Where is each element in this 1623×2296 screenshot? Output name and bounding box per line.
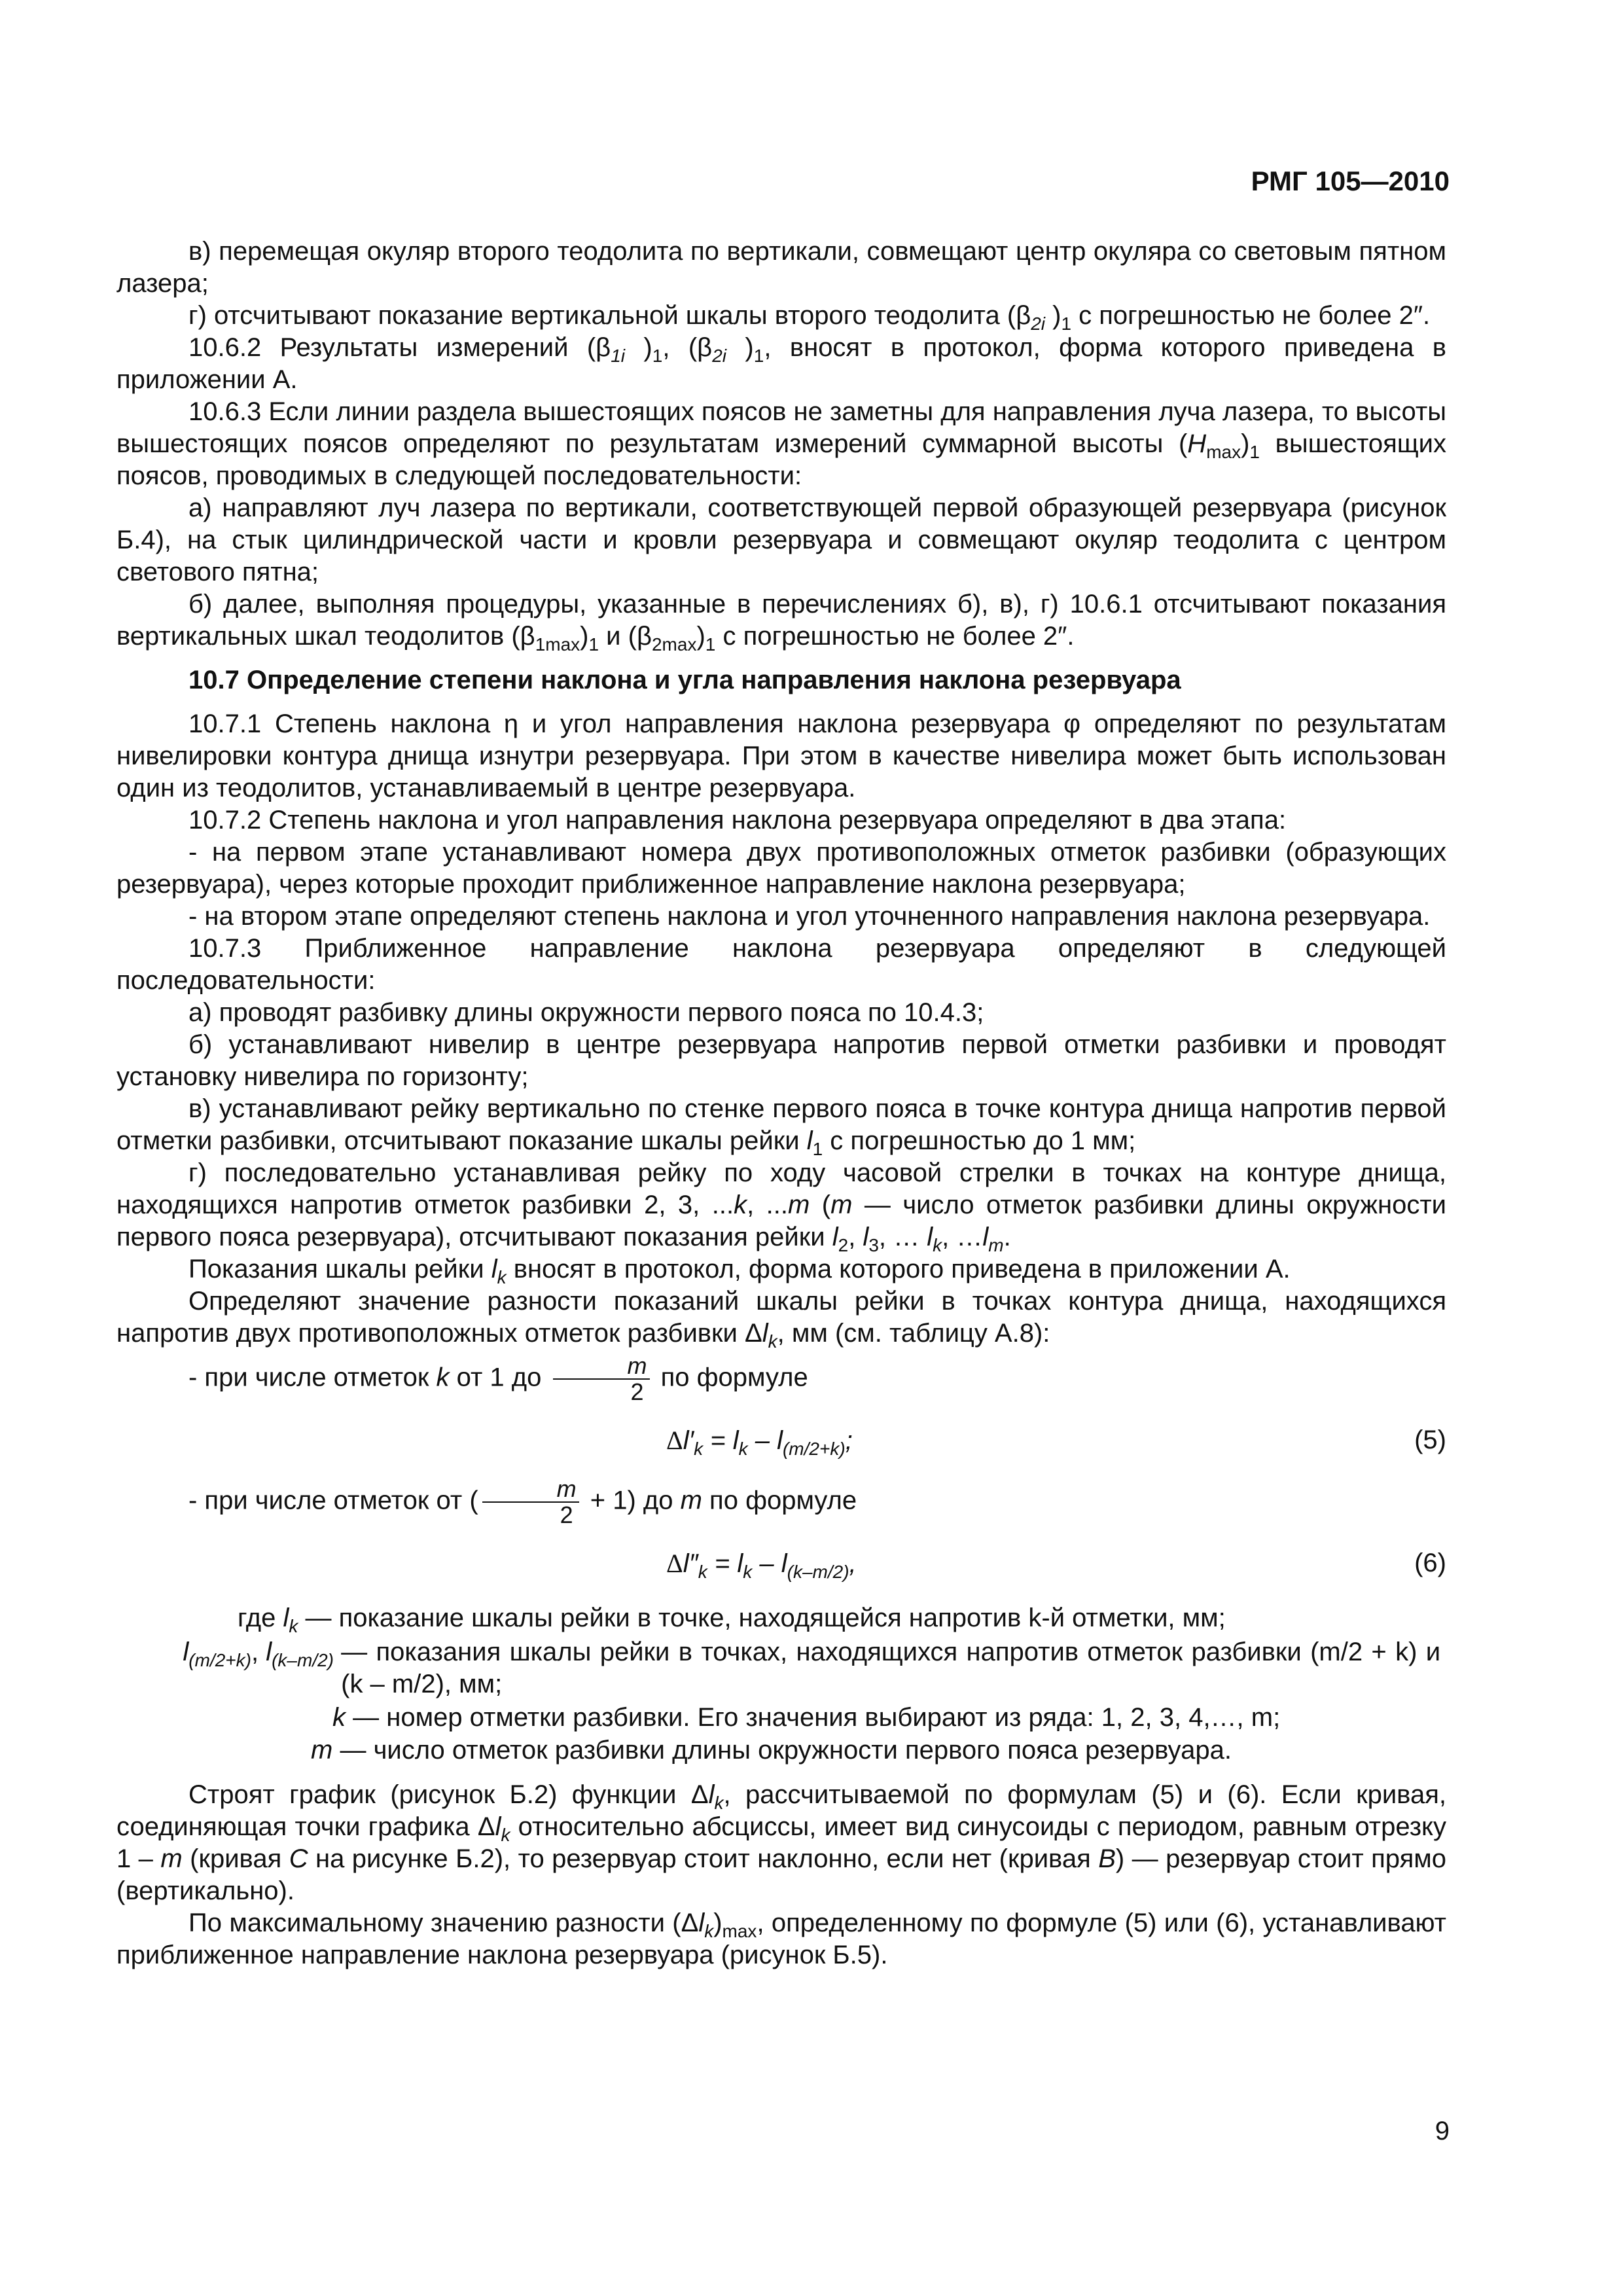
section-title: 10.7 Определение степени наклона и угла направления наклона резервуара <box>188 666 1181 694</box>
definitions <box>116 1602 1446 1779</box>
formula-6-number: (6) <box>1414 1549 1446 1577</box>
paragraph: б) далее, выполняя процедуры, указанные в перечислениях б), в), г) 10.6.1 отсчитывают показания вертикальных шкал теодолитов $(\beta_{1max})_1$ и $(\beta_{2max})_1$ с погрешностью не более 2″. <box>116 590 1446 655</box>
list-item: - при числе отметок от ( $\frac{m}{2}$ + 1) до m по формуле <box>188 1475 857 1528</box>
paragraph: 10.7.1 Степень наклона η и угол направления наклона резервуара φ определяют по результатам нивелировки контура днища изнутри резервуара. При этом в качестве нивелира может быть использован один из теодолитов, устанавливаемый в центре резервуара. <box>116 709 1447 802</box>
paragraph: 10.6.3 Если линии раздела вышестоящих поясов не заметны для направления луча лазера, то высоты вышестоящих поясов определяют по результатам измерений суммарной высоты $(H_{max})_1$ вышестоящих поясов, проводимых в следующей последовательности: <box>116 397 1447 490</box>
paragraph: Строят график (рисунок Б.2) функции $\Delta l_k$, рассчитываемой по формулам (5) и (6). Если кривая, соединяющая точки графика $\Delta l_k$ относительно абсциссы, имеет вид синусоиды с периодом, равным отрезку 1 – m (кривая C на рисунке Б.2), то резервуар стоит наклонно, если нет (кривая B) — резервуар стоит прямо (вертикально). <box>116 1780 1447 1905</box>
paragraph: По максимальному значению разности $(\Delta l_k)_{max}$, определенному по формуле (5) или (6), устанавливают приближенное направление наклона резервуара (рисунок Б.5). <box>116 1909 1446 1969</box>
formula-5-number: (5) <box>1414 1426 1446 1454</box>
list-item: - на втором этапе определяют степень наклона и угол уточненного направления наклона резервуара. <box>188 902 1431 931</box>
definition-k: k — номер отметки разбивки. Его значения выбирают из ряда: 1, 2, 3, 4,…, m; <box>332 1703 1281 1732</box>
definition-l-pair: $l_{(m/2+k)}$, $l_{(k-m/2)}$ — показания шкалы рейки в точках, находящихся напротив отметок разбивки (m/2 + k) и (k – m/2), мм; <box>183 1638 1441 1698</box>
definition-m: m — число отметок разбивки длины окружности первого пояса резервуара. <box>311 1736 1232 1765</box>
list-item: - на первом этапе устанавливают номера двух противоположных отметок разбивки (образующих резервуара), через которые проходит приближенное направление наклона резервуара; <box>116 838 1446 899</box>
document-body <box>116 236 1446 1971</box>
fraction-m-over-2: $\frac{m}{2}$ <box>482 1477 579 1528</box>
paragraph: г) отсчитывают показание вертикальной шкалы второго теодолита ($\beta_{2i}$ )$_1$ с погрешностью не более 2″. <box>188 301 1431 334</box>
fraction-m-over-2: $\frac{m}{2}$ <box>553 1354 650 1405</box>
formula-5-expression: $\Delta l'_k = l_k - l_{(m/2+k)}$; <box>666 1426 853 1459</box>
paragraph: Показания шкалы рейки $l_k$ вносят в протокол, форма которого приведена в приложении А. <box>188 1255 1291 1287</box>
list-item: г) последовательно устанавливая рейку по ходу часовой стрелки в точках на контуре днища, находящихся напротив отметок разбивки 2, 3, ...k, ...m (m — число отметок разбивки длины окружности первого пояса резервуара), отсчитывают показания рейки $l_2$, $l_3$, … $l_k$, $\dots l_m$. <box>116 1158 1447 1255</box>
page-number: 9 <box>1435 2117 1450 2145</box>
paragraph: 10.7.3 Приближенное направление наклона резервуара определяют в следующей последовательности: <box>116 934 1446 995</box>
list-item: в) устанавливают рейку вертикально по стенке первого пояса в точке контура днища напротив первой отметки разбивки, отсчитывают показание шкалы рейки $l_1$ с погрешностью до 1 мм; <box>116 1094 1446 1159</box>
paragraph: в) перемещая окуляр второго теодолита по вертикали, совмещают центр окуляра со световым пятном лазера; <box>116 237 1446 298</box>
paragraph: 10.7.2 Степень наклона и угол направления наклона резервуара определяют в два этапа: <box>188 806 1287 834</box>
formula-6-expression: $\Delta l''_k = l_k - l_{(k-m/2)}$, <box>666 1549 857 1582</box>
paragraph: 10.6.2 Результаты измерений ($\beta_{1i}$ )$_1$, ($\beta_{2i}$ )$_1$, вносят в протокол, форма которого приведена в приложении А. <box>116 333 1446 394</box>
definition-lk: где $l_k$ — показание шкалы рейки в точке, находящейся напротив k-й отметки, мм; <box>238 1604 1226 1636</box>
list-item: б) устанавливают нивелир в центре резервуара напротив первой отметки разбивки и проводят установку нивелира по горизонту; <box>116 1030 1446 1091</box>
document-code: РМГ 105—2010 <box>1251 166 1450 196</box>
paragraph: а) направляют луч лазера по вертикали, соответствующей первой образующей резервуара (рисунок Б.4), на стык цилиндрической части и кровли резервуара и совмещают окуляр теодолита с центром светового пятна; <box>116 493 1446 586</box>
list-item: - при числе отметок k от 1 до $\frac{m}{2}$ по формуле <box>188 1352 808 1405</box>
paragraph: Определяют значение разности показаний шкалы рейки в точках контура днища, находящихся напротив двух противоположных отметок разбивки $\Delta l_k$, мм (см. таблицу А.8): <box>116 1287 1446 1352</box>
formula-6 <box>116 1528 1446 1600</box>
formula-5 <box>116 1405 1446 1477</box>
list-item: а) проводят разбивку длины окружности первого пояса по 10.4.3; <box>188 998 984 1027</box>
